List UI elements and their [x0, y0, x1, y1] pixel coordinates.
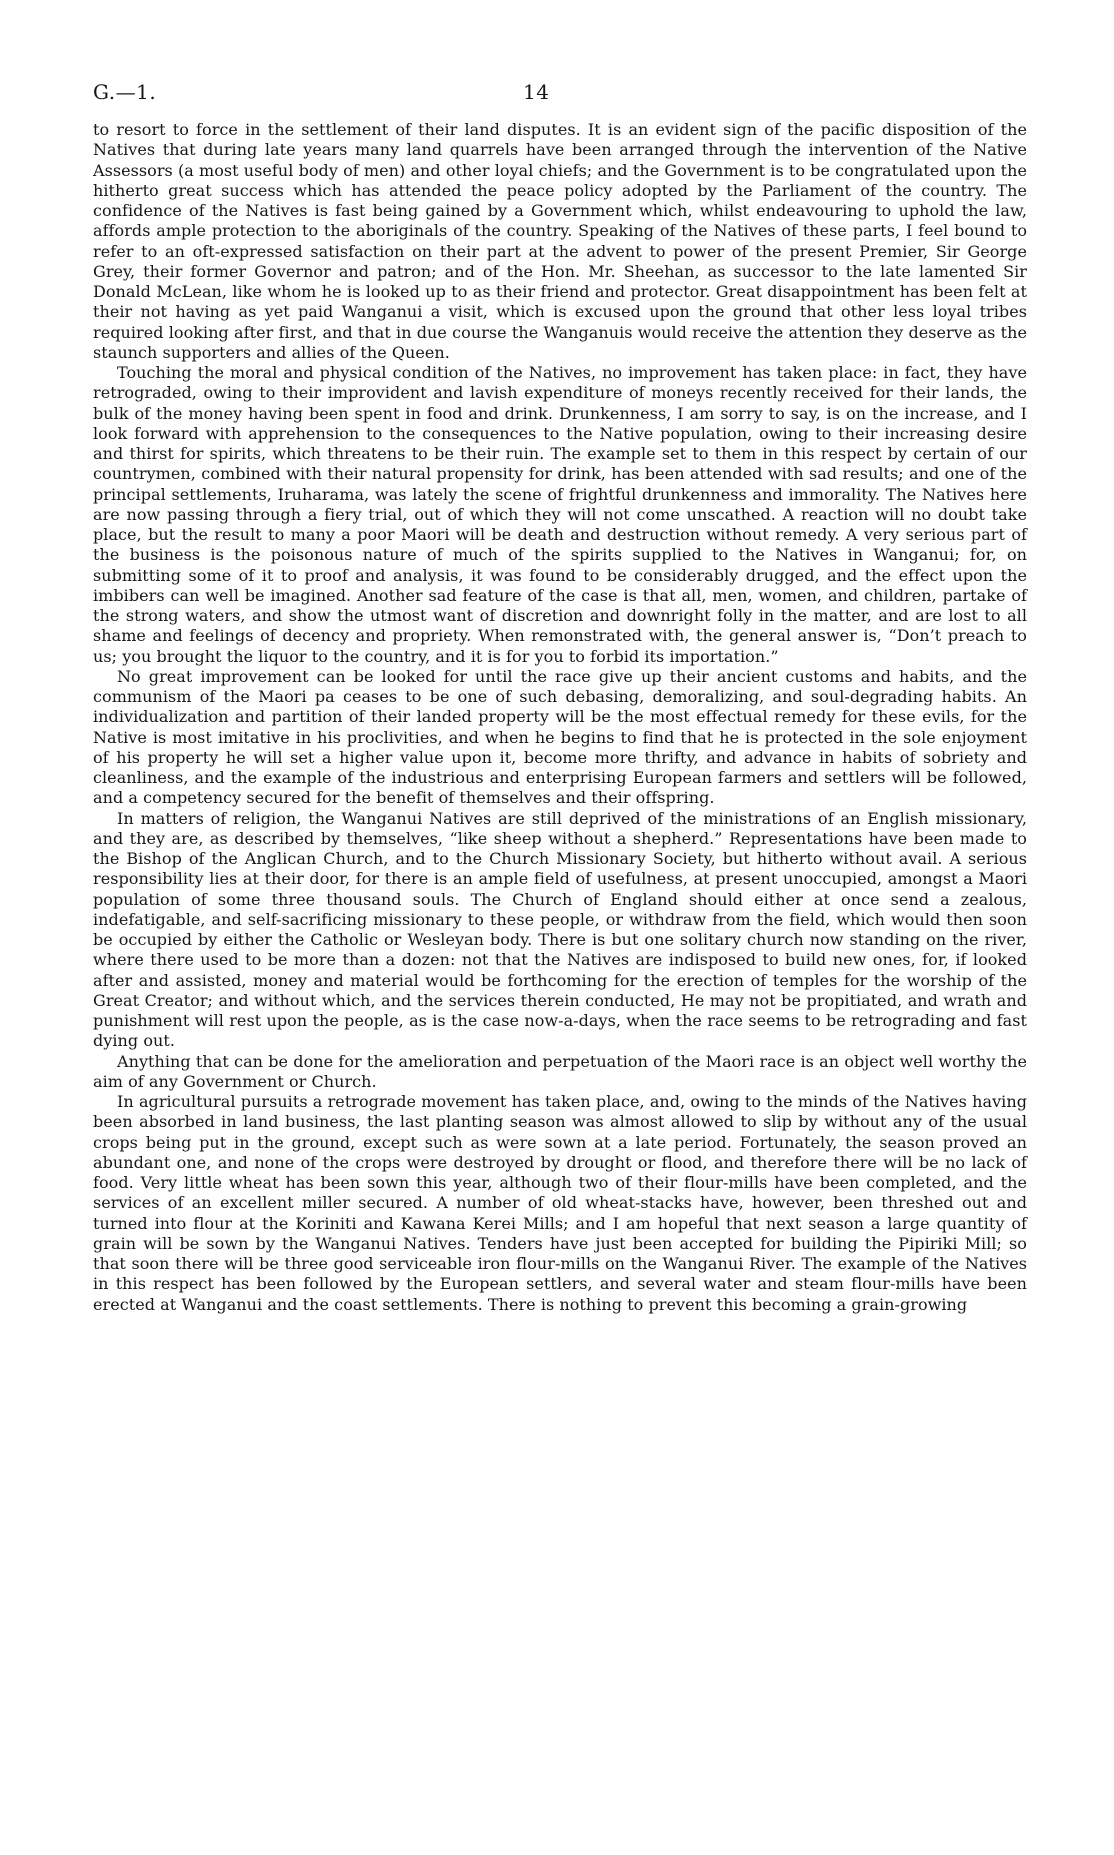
paragraph-customs: No great improvement can be looked for until the race give up their ancient customs and habits, and the communism of the Maori pa ceases to be one of such debasing, demoralizing, and soul-degrading habits. An individualization and partition of their landed property will be the most effectual remedy for these evils, for the Native is most imitative in his proclivities, and when he begins to find that he is protected in the sole enjoyment of his property he will set a higher value upon it, become more thrifty, and advance in habits of sobriety and cleanliness, and the example of the industrious and enterprising European farmers and settlers will be followed, and a competency secured for the benefit of themselves and their offspring.: [93, 666, 1027, 808]
page-number: 14: [523, 80, 550, 104]
document-reference: G.—1.: [93, 80, 157, 104]
page-header: [93, 80, 1027, 120]
paragraph-amelioration: Anything that can be done for the amelioration and perpetuation of the Maori race is an object well worthy the aim of any Government or Church.: [93, 1051, 1027, 1091]
document-page: [93, 80, 1027, 1315]
paragraph-moral-condition: Touching the moral and physical condition of the Natives, no improvement has taken place: in fact, they have retrograded, owing to their improvident and lavish expenditure of moneys recently received for their lands, the bulk of the money having been spent in food and drink. Drunkenness, I am sorry to say, is on the increase, and I look forward with apprehension to the consequences to the Native population, owing to their increasing desire and thirst for spirits, which threatens to be their ruin. The example set to them in this respect by certain of our countrymen, combined with their natural propensity for drink, has been attended with sad results; and one of the principal settlements, Iruharama, was lately the scene of frightful drunkenness and immorality. The Natives here are now passing through a fiery trial, out of which they will not come unscathed. A reaction will no doubt take place, but the result to many a poor Maori will be death and destruction without remedy. A very serious part of the business is the poisonous nature of much of the spirits supplied to the Natives in Wanganui; for, on submitting some of it to proof and analysis, it was found to be considerably drugged, and the effect upon the imbibers can well be imagined. Another sad feature of the case is that all, men, women, and children, partake of the strong waters, and show the utmost want of discretion and downright folly in the matter, and are lost to all shame and feelings of decency and propriety. When remonstrated with, the general answer is, “Don’t preach to us; you brought the liquor to the country, and it is for you to forbid its importation.”: [93, 363, 1027, 666]
body-text: [93, 120, 1027, 1315]
paragraph-agriculture: In agricultural pursuits a retrograde movement has taken place, and, owing to the minds of the Natives having been absorbed in land business, the last planting season was almost allowed to slip by without any of the usual crops being put in the ground, except such as were sown at a late period. Fortunately, the season proved an abundant one, and none of the crops were destroyed by drought or flood, and therefore there will be no lack of food. Very little wheat has been sown this year, although two of their flour-mills have been completed, and the services of an excellent miller secured. A number of old wheat-stacks have, however, been threshed out and turned into flour at the Koriniti and Kawana Kerei Mills; and I am hopeful that next season a large quantity of grain will be sown by the Wanganui Natives. Tenders have just been accepted for building the Pipiriki Mill; so that soon there will be three good serviceable iron flour-mills on the Wanganui River. The example of the Natives in this respect has been followed by the European settlers, and several water and steam flour-mills have been erected at Wanganui and the coast settlements. There is nothing to prevent this becoming a grain-growing: [93, 1092, 1027, 1314]
paragraph-continued: to resort to force in the settlement of their land disputes. It is an evident sign of the pacific disposition of the Natives that during late years many land quarrels have been arranged through the intervention of the Native Assessors (a most useful body of men) and other loyal chiefs; and the Government is to be congratulated upon the hitherto great success which has attended the peace policy adopted by the Parliament of the country. The confidence of the Natives is fast being gained by a Government which, whilst endeavouring to uphold the law, affords ample protection to the aboriginals of the country. Speaking of the Natives of these parts, I feel bound to refer to an oft-expressed satisfaction on their part at the advent to power of the present Premier, Sir George Grey, their former Governor and patron; and of the Hon. Mr. Sheehan, as successor to the late lamented Sir Donald McLean, like whom he is looked up to as their friend and protector. Great disappointment has been felt at their not having as yet paid Wanganui a visit, which is excused upon the ground that other less loyal tribes required looking after first, and that in due course the Wanganuis would receive the attention they deserve as the staunch supporters and allies of the Queen.: [93, 120, 1027, 362]
paragraph-religion: In matters of religion, the Wanganui Natives are still deprived of the ministrations of an English missionary, and they are, as described by themselves, “like sheep without a shepherd.” Representations have been made to the Bishop of the Anglican Church, and to the Church Missionary Society, but hitherto without avail. A serious responsibility lies at their door, for there is an ample field of usefulness, at present unoccupied, amongst a Maori population of some three thousand souls. The Church of England should either at once send a zealous, indefatigable, and self-sacrificing missionary to these people, or withdraw from the field, which would then soon be occupied by either the Catholic or Wesleyan body. There is but one solitary church now standing on the river, where there used to be more than a dozen: not that the Natives are indisposed to build new ones, for, if looked after and assisted, money and material would be forthcoming for the erection of temples for the worship of the Great Creator; and without which, and the services therein conducted, He may not be propitiated, and wrath and punishment will rest upon the people, as is the case now-a-days, when the race seems to be retrograding and fast dying out.: [93, 808, 1027, 1051]
